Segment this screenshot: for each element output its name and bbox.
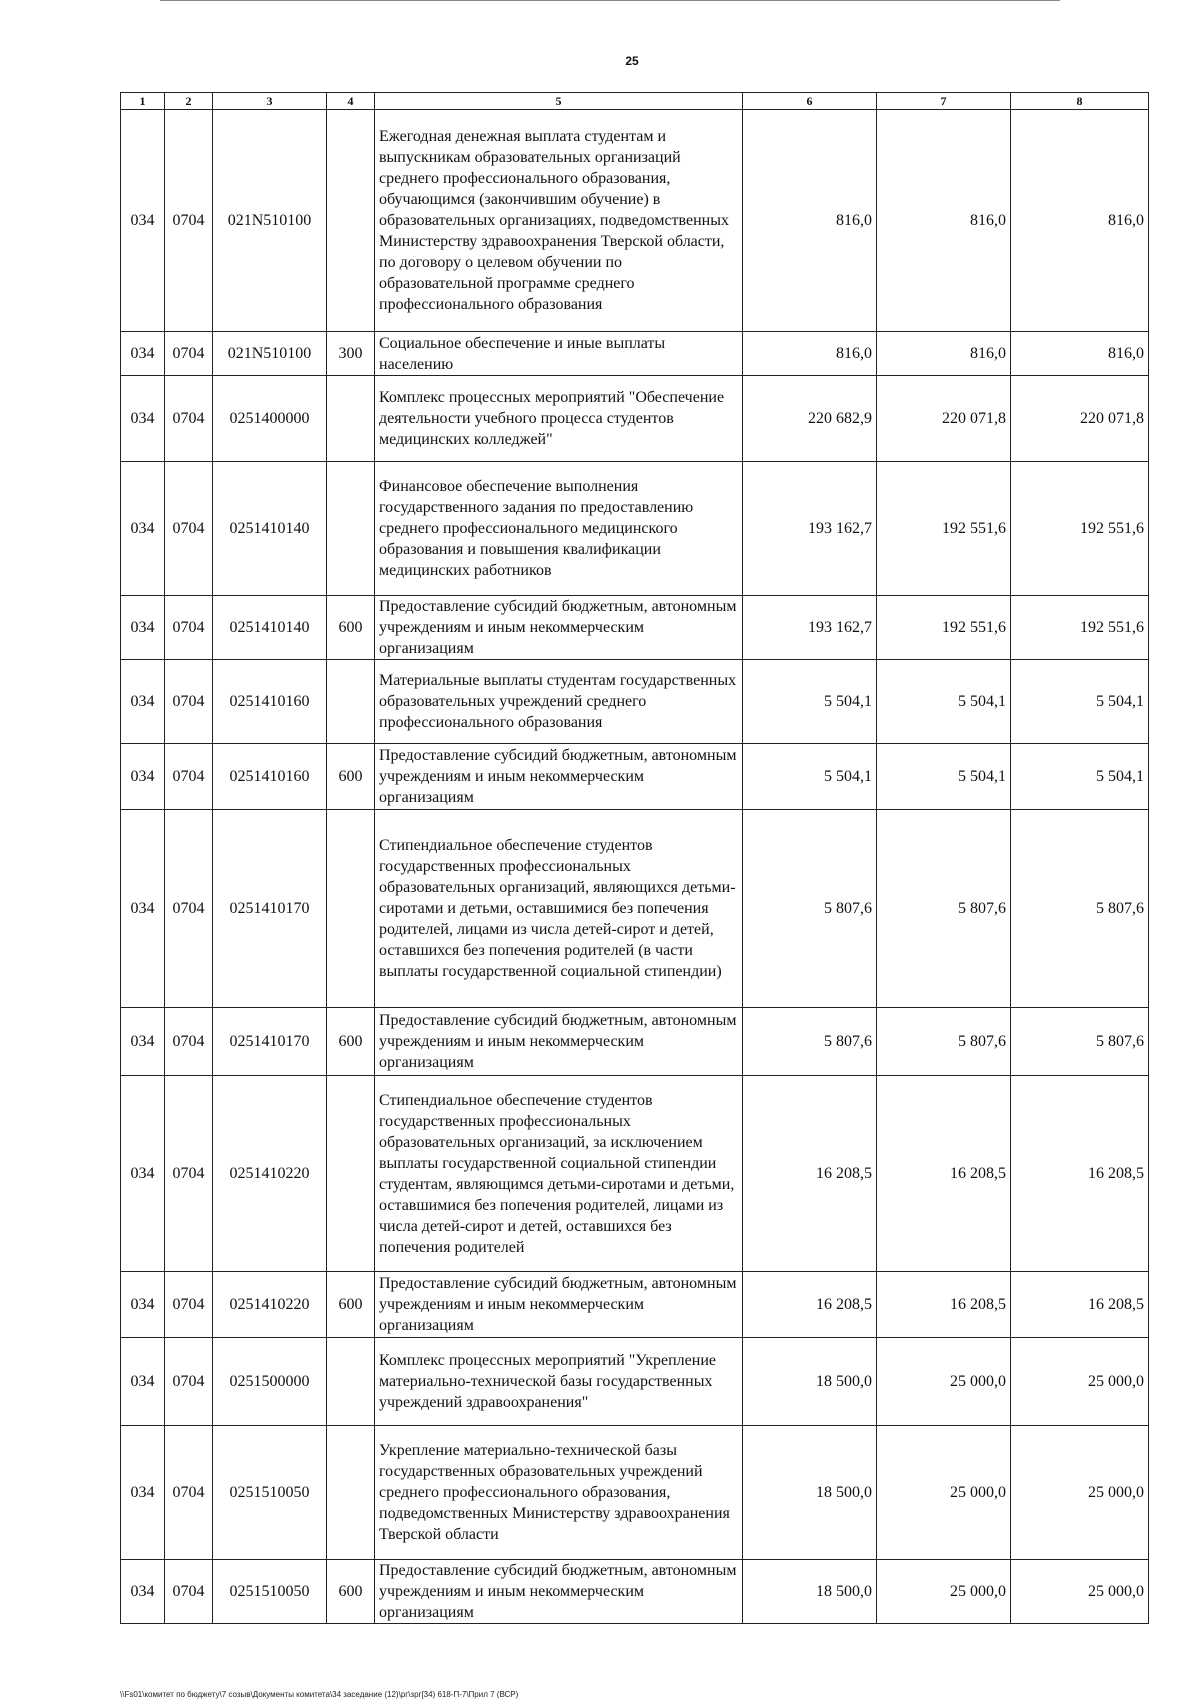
cell-target-code: 0251410160 (213, 744, 327, 810)
cell-value-col8: 25 000,0 (1011, 1426, 1149, 1560)
cell-value-col7: 16 208,5 (877, 1076, 1011, 1272)
cell-value-col8: 16 208,5 (1011, 1076, 1149, 1272)
cell-value-col6: 193 162,7 (743, 596, 877, 660)
cell-section-code: 0704 (165, 1338, 213, 1426)
cell-section-code: 0704 (165, 1008, 213, 1076)
cell-expense-type (327, 1426, 375, 1560)
cell-expense-type (327, 660, 375, 744)
cell-value-col6: 5 807,6 (743, 810, 877, 1008)
cell-admin-code: 034 (121, 1272, 165, 1338)
cell-value-col6: 5 504,1 (743, 744, 877, 810)
cell-admin-code: 034 (121, 596, 165, 660)
cell-target-code: 0251410160 (213, 660, 327, 744)
cell-value-col7: 192 551,6 (877, 596, 1011, 660)
cell-value-col7: 816,0 (877, 110, 1011, 332)
cell-value-col7: 16 208,5 (877, 1272, 1011, 1338)
table-row (121, 1426, 1149, 1560)
cell-description: Предоставление субсидий бюджетным, автономным учреждениям и иным некоммерческим организациям (375, 1272, 743, 1338)
cell-description: Предоставление субсидий бюджетным, автономным учреждениям и иным некоммерческим организациям (375, 1008, 743, 1076)
cell-admin-code: 034 (121, 332, 165, 376)
header-col-6: 6 (743, 93, 877, 110)
cell-value-col6: 5 807,6 (743, 1008, 877, 1076)
cell-value-col6: 220 682,9 (743, 376, 877, 462)
cell-admin-code: 034 (121, 810, 165, 1008)
header-col-8: 8 (1011, 93, 1149, 110)
cell-target-code: 021N510100 (213, 110, 327, 332)
cell-value-col8: 816,0 (1011, 110, 1149, 332)
cell-description: Укрепление материально-технической базы государственных образовательных учреждений среднего профессионального образования, подведомственных Министерству здравоохранения Тверской области (375, 1426, 743, 1560)
cell-target-code: 0251410170 (213, 1008, 327, 1076)
cell-value-col8: 5 504,1 (1011, 660, 1149, 744)
table-row (121, 462, 1149, 596)
cell-value-col8: 16 208,5 (1011, 1272, 1149, 1338)
cell-expense-type (327, 1076, 375, 1272)
cell-description: Ежегодная денежная выплата студентам и выпускникам образовательных организаций среднего профессионального образования, обучающимся (закончившим обучение) в образовательных организациях, подведомственных Министерству здравоохранения Тверской области, по договору о целевом обучении по образовательной программе среднего профессионального образования (375, 110, 743, 332)
cell-value-col7: 5 504,1 (877, 744, 1011, 810)
cell-target-code: 0251400000 (213, 376, 327, 462)
cell-target-code: 0251410220 (213, 1272, 327, 1338)
header-col-2: 2 (165, 93, 213, 110)
table-row (121, 1338, 1149, 1426)
cell-expense-type (327, 810, 375, 1008)
cell-target-code: 0251410140 (213, 596, 327, 660)
scan-top-edge (160, 0, 1060, 1)
cell-admin-code: 034 (121, 1426, 165, 1560)
cell-expense-type: 300 (327, 332, 375, 376)
footer-file-path: \\Fs01\комитет по бюджету\7 созыв\Документы комитета\34 заседание (12)\рг\зрг[34) 618-П-7\Прил 7 (ВСР) (120, 1690, 519, 1699)
table-row (121, 744, 1149, 810)
table-body (121, 110, 1149, 1624)
cell-value-col8: 25 000,0 (1011, 1560, 1149, 1624)
cell-value-col7: 816,0 (877, 332, 1011, 376)
table-row (121, 660, 1149, 744)
budget-table (120, 92, 1149, 1624)
cell-value-col7: 5 504,1 (877, 660, 1011, 744)
table-row (121, 1076, 1149, 1272)
cell-value-col6: 16 208,5 (743, 1272, 877, 1338)
table-row (121, 1272, 1149, 1338)
cell-section-code: 0704 (165, 376, 213, 462)
cell-admin-code: 034 (121, 1076, 165, 1272)
table-row (121, 110, 1149, 332)
cell-section-code: 0704 (165, 110, 213, 332)
cell-admin-code: 034 (121, 110, 165, 332)
header-row (121, 93, 1149, 110)
cell-value-col6: 193 162,7 (743, 462, 877, 596)
cell-section-code: 0704 (165, 744, 213, 810)
cell-section-code: 0704 (165, 596, 213, 660)
cell-value-col6: 5 504,1 (743, 660, 877, 744)
cell-description: Социальное обеспечение и иные выплаты населению (375, 332, 743, 376)
cell-description: Комплекс процессных мероприятий "Обеспечение деятельности учебного процесса студентов медицинских колледжей" (375, 376, 743, 462)
cell-value-col7: 192 551,6 (877, 462, 1011, 596)
table-row (121, 596, 1149, 660)
page-number: 25 (625, 54, 639, 68)
cell-value-col6: 18 500,0 (743, 1560, 877, 1624)
header-col-5: 5 (375, 93, 743, 110)
cell-expense-type (327, 462, 375, 596)
header-col-4: 4 (327, 93, 375, 110)
cell-description: Предоставление субсидий бюджетным, автономным учреждениям и иным некоммерческим организациям (375, 1560, 743, 1624)
cell-value-col8: 192 551,6 (1011, 462, 1149, 596)
cell-target-code: 0251500000 (213, 1338, 327, 1426)
cell-admin-code: 034 (121, 744, 165, 810)
cell-expense-type (327, 376, 375, 462)
cell-description: Комплекс процессных мероприятий "Укрепление материально-технической базы государственных учреждений здравоохранения" (375, 1338, 743, 1426)
cell-description: Стипендиальное обеспечение студентов государственных профессиональных образовательных организаций, являющихся детьми-сиротами и детьми, оставшимися без попечения родителей, лицами из числа детей-сирот и детей, оставшихся без попечения родителей (в части выплаты государственной социальной стипендии) (375, 810, 743, 1008)
cell-value-col8: 220 071,8 (1011, 376, 1149, 462)
cell-value-col6: 18 500,0 (743, 1426, 877, 1560)
cell-value-col7: 5 807,6 (877, 810, 1011, 1008)
cell-section-code: 0704 (165, 332, 213, 376)
cell-target-code: 0251410140 (213, 462, 327, 596)
table-row (121, 332, 1149, 376)
cell-description: Предоставление субсидий бюджетным, автономным учреждениям и иным некоммерческим организациям (375, 596, 743, 660)
cell-value-col6: 816,0 (743, 332, 877, 376)
cell-admin-code: 034 (121, 462, 165, 596)
cell-expense-type: 600 (327, 1560, 375, 1624)
cell-value-col7: 5 807,6 (877, 1008, 1011, 1076)
header-col-7: 7 (877, 93, 1011, 110)
cell-section-code: 0704 (165, 1560, 213, 1624)
cell-expense-type: 600 (327, 596, 375, 660)
table-row (121, 376, 1149, 462)
table-row (121, 1560, 1149, 1624)
cell-description: Материальные выплаты студентам государственных образовательных учреждений среднего профессионального образования (375, 660, 743, 744)
header-col-3: 3 (213, 93, 327, 110)
cell-admin-code: 034 (121, 376, 165, 462)
cell-value-col7: 25 000,0 (877, 1338, 1011, 1426)
cell-value-col8: 816,0 (1011, 332, 1149, 376)
cell-section-code: 0704 (165, 1076, 213, 1272)
cell-description: Финансовое обеспечение выполнения государственного задания по предоставлению среднего профессионального медицинского образования и повышения квалификации медицинских работников (375, 462, 743, 596)
cell-section-code: 0704 (165, 1426, 213, 1560)
cell-expense-type (327, 1338, 375, 1426)
cell-value-col7: 25 000,0 (877, 1426, 1011, 1560)
cell-value-col7: 25 000,0 (877, 1560, 1011, 1624)
cell-value-col6: 18 500,0 (743, 1338, 877, 1426)
cell-value-col8: 25 000,0 (1011, 1338, 1149, 1426)
cell-value-col8: 5 504,1 (1011, 744, 1149, 810)
cell-section-code: 0704 (165, 810, 213, 1008)
cell-expense-type: 600 (327, 1008, 375, 1076)
cell-admin-code: 034 (121, 1560, 165, 1624)
cell-value-col6: 816,0 (743, 110, 877, 332)
cell-description: Стипендиальное обеспечение студентов государственных профессиональных образовательных организаций, за исключением выплаты государственной социальной стипендии студентам, являющимся детьми-сиротами и детьми, оставшимися без попечения родителей, лицами из числа детей-сирот и детей, оставшихся без попечения родителей (375, 1076, 743, 1272)
cell-description: Предоставление субсидий бюджетным, автономным учреждениям и иным некоммерческим организациям (375, 744, 743, 810)
cell-value-col7: 220 071,8 (877, 376, 1011, 462)
cell-target-code: 0251410220 (213, 1076, 327, 1272)
cell-value-col8: 5 807,6 (1011, 1008, 1149, 1076)
cell-section-code: 0704 (165, 660, 213, 744)
cell-admin-code: 034 (121, 1008, 165, 1076)
cell-section-code: 0704 (165, 1272, 213, 1338)
header-col-1: 1 (121, 93, 165, 110)
table-row (121, 1008, 1149, 1076)
cell-admin-code: 034 (121, 1338, 165, 1426)
cell-value-col8: 192 551,6 (1011, 596, 1149, 660)
cell-expense-type: 600 (327, 744, 375, 810)
cell-target-code: 0251510050 (213, 1426, 327, 1560)
cell-value-col8: 5 807,6 (1011, 810, 1149, 1008)
cell-admin-code: 034 (121, 660, 165, 744)
cell-expense-type: 600 (327, 1272, 375, 1338)
cell-target-code: 0251410170 (213, 810, 327, 1008)
cell-value-col6: 16 208,5 (743, 1076, 877, 1272)
cell-target-code: 021N510100 (213, 332, 327, 376)
cell-section-code: 0704 (165, 462, 213, 596)
cell-target-code: 0251510050 (213, 1560, 327, 1624)
table-row (121, 810, 1149, 1008)
cell-expense-type (327, 110, 375, 332)
